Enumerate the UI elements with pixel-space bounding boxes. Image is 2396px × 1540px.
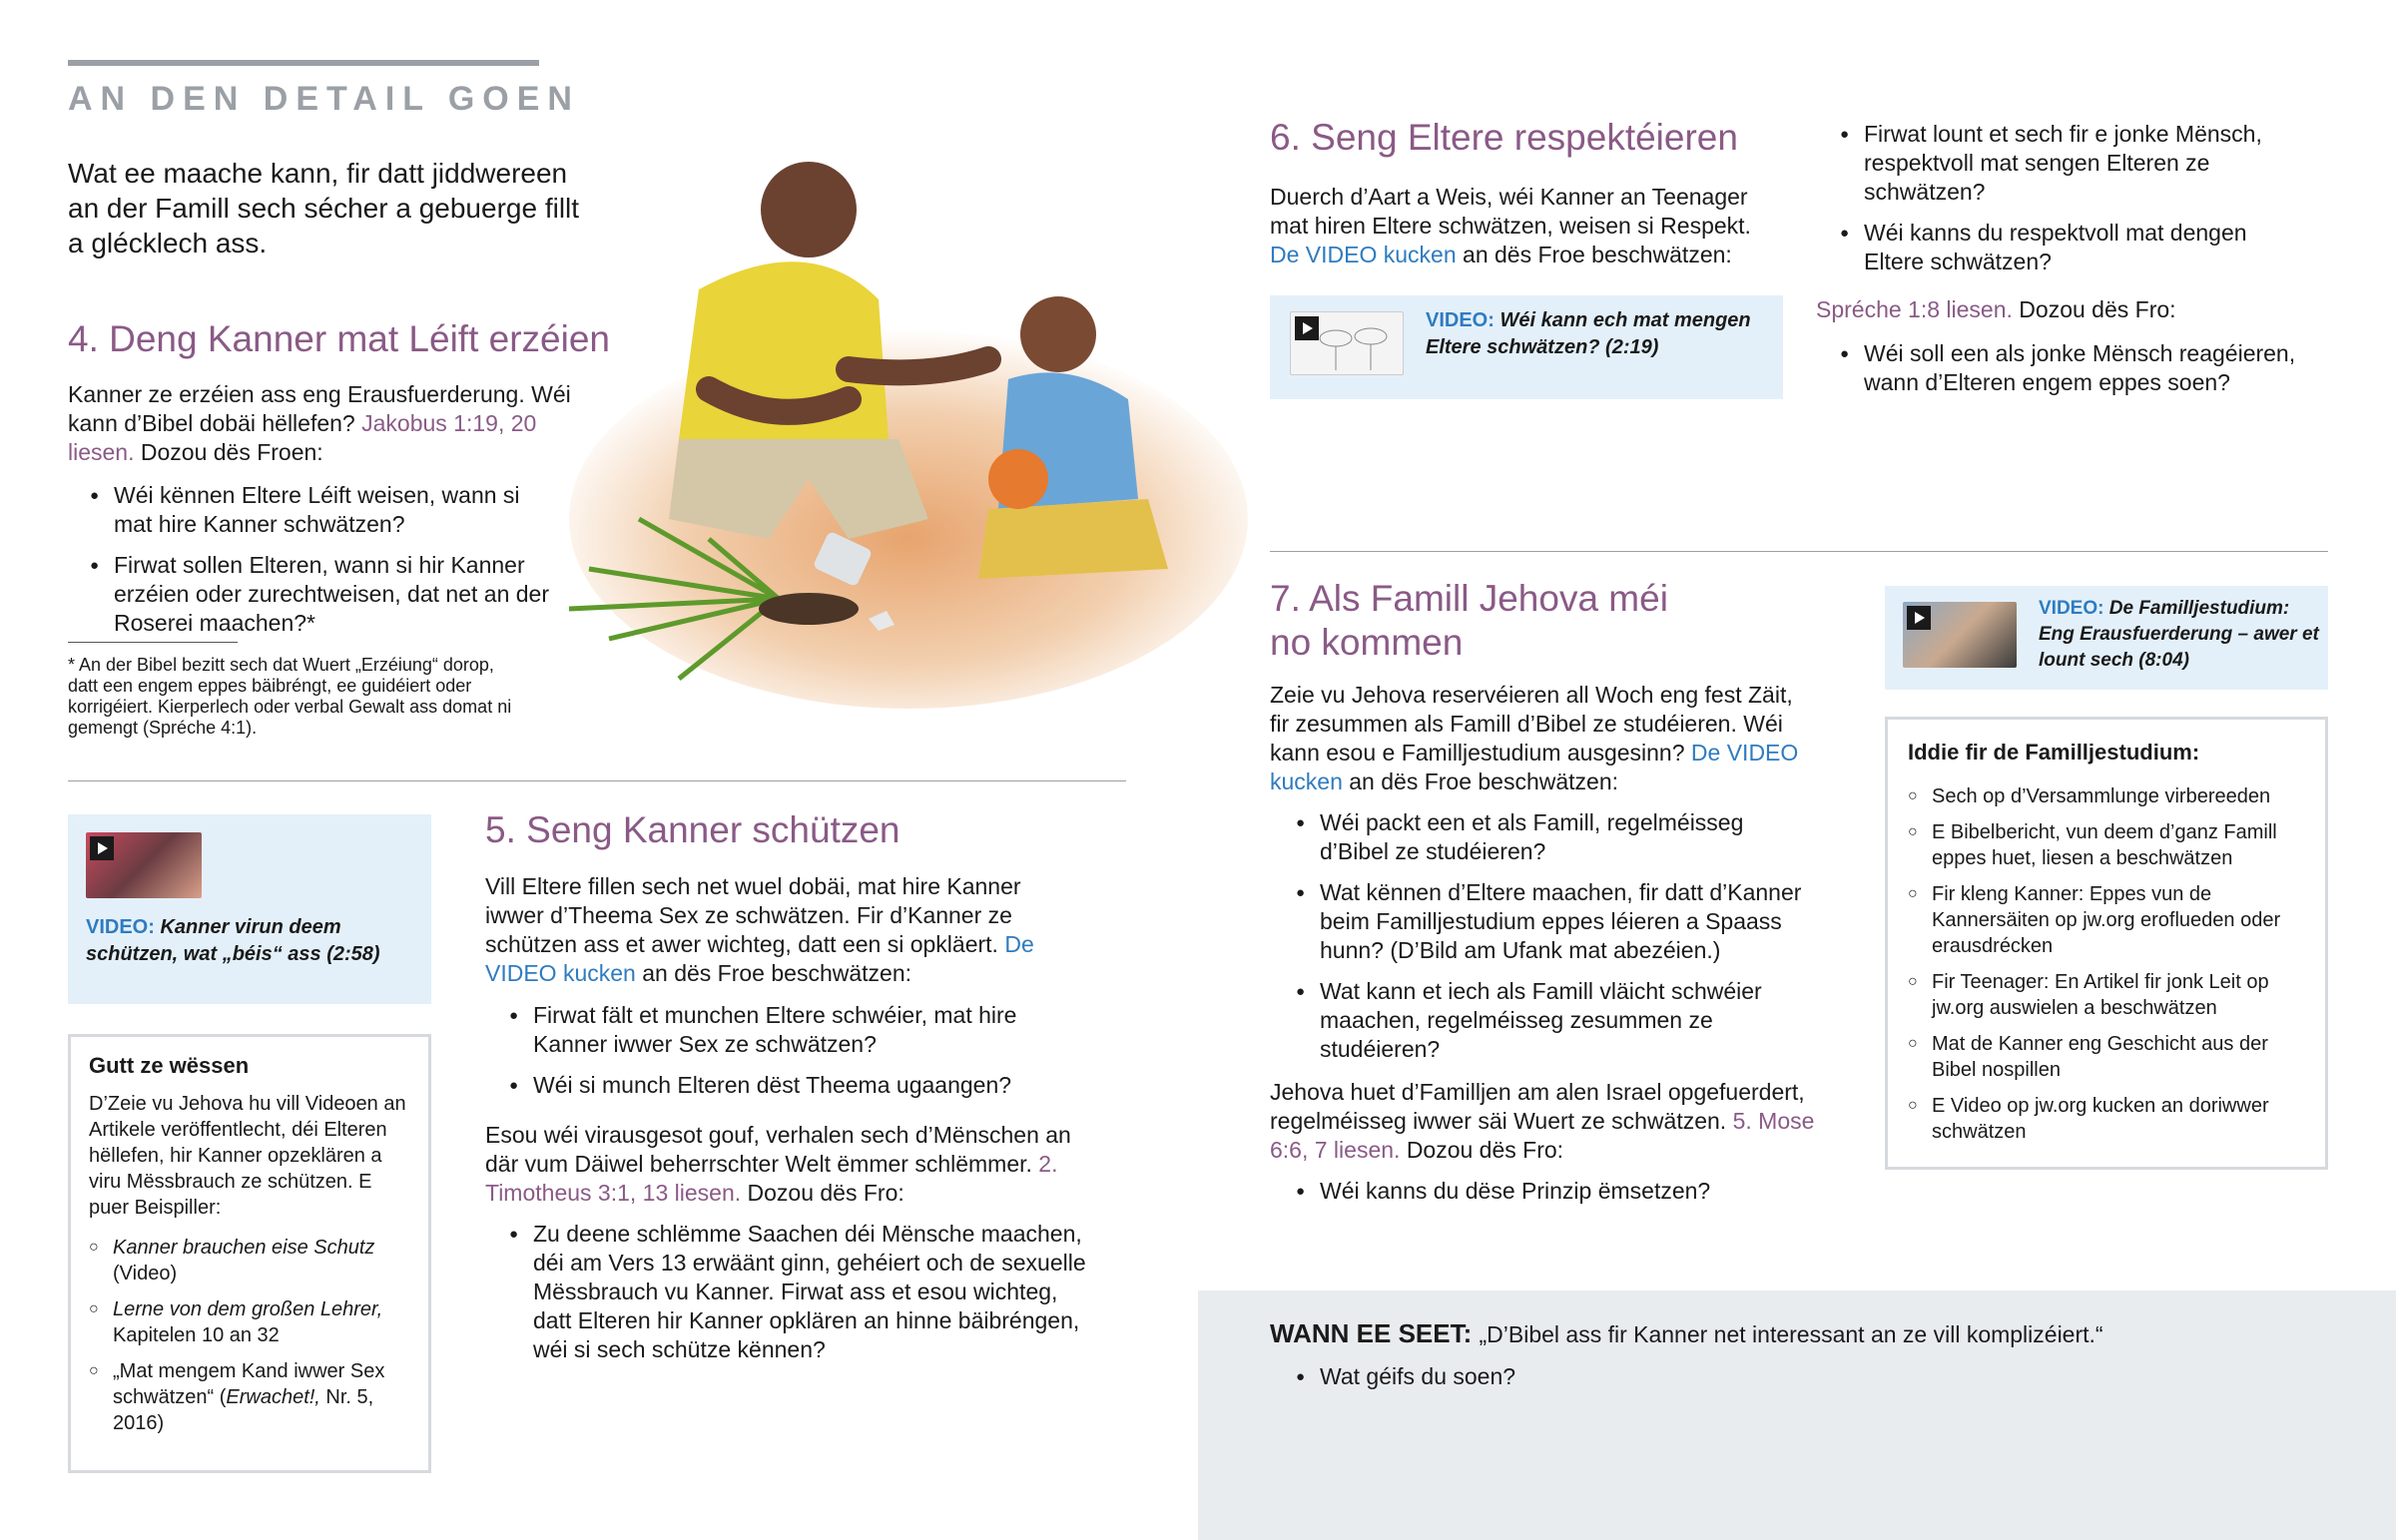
list-item: ● Wéi kënnen Eltere Léift weisen, wann si mat hire Kanner schwätzen?	[90, 481, 549, 539]
box-title: Gutt ze wëssen	[89, 1053, 250, 1078]
list-item: ○ Mat de Kanner eng Geschicht aus der Bibel nospillen	[1908, 1031, 2305, 1083]
footnote-rule	[68, 642, 238, 643]
list-item: ● Wéi soll een als jonke Mënsch reagéieren, wann d’Elteren engem eppes soen?	[1840, 339, 2299, 397]
list-item: ● Wat géifs du soen?	[1296, 1362, 2095, 1391]
video-thumbnail[interactable]	[1903, 602, 2017, 668]
wann-ee-seet-quote: „D’Bibel ass fir Kanner net interessant an ze vill komplizéiert.“	[1479, 1321, 2103, 1347]
list-item: ● Firwat lount et sech fir e jonke Mënsch, respektvoll mat sengen Elteren ze schwätzen?	[1840, 120, 2279, 207]
video-caption: VIDEO: Kanner virun deem schützen, wat „béis“ ass (2:58)	[86, 916, 380, 965]
box-list	[1908, 783, 2305, 1145]
section-6-paragraph: Duerch d’Aart a Weis, wéi Kanner an Teenager mat hiren Eltere schwätzen, weisen si Respekt. De VIDEO kucken an dës Froe beschwätzen:	[1270, 184, 1751, 267]
list-item: ○ E Bibelbericht, vun deem d’ganz Famill eppes huet, liesen a beschwätzen	[1908, 819, 2305, 871]
list-item: ○ E Video op jw.org kucken an doriwwer schwätzen	[1908, 1093, 2305, 1145]
section-6-questions-2	[1840, 339, 2299, 409]
eyebrow-bar	[68, 60, 539, 66]
section-4-paragraph: Kanner ze erzéien ass eng Erausfuerderung. Wéi kann d’Bibel dobäi hëllefen? Jakobus 1:19, 20 liesen. Dozou dës Froen:	[68, 381, 571, 465]
list-item: ● Wat kann et iech als Famill vläicht schwéier maachen, regelméisseg zesummen ze studéieren?	[1296, 977, 1815, 1064]
list-item: ● Firwat fält et munchen Eltere schwéier, mat hire Kanner iwwer Sex ze schwätzen?	[509, 1001, 1068, 1059]
list-item: ● Zu deene schlëmme Saachen déi Mënsche maachen, déi am Vers 13 erwäänt ginn, gehéiert och de sexuelle Mëssbrauch vu Kanner. Firwat ass et esou wichteg, datt Elteren hir Kanner opklären an hinne bäibréngen, wéi si sech schütze kënnen?	[509, 1220, 1093, 1364]
section-6-questions-1	[1840, 120, 2279, 288]
section-7-title: 7. Als Famill Jehova méi no kommen	[1270, 578, 1668, 664]
wann-ee-seet-panel	[1198, 1290, 2396, 1540]
box-list	[89, 1235, 410, 1436]
intro-text: Wat ee maache kann, fir datt jiddwereen an der Famill sech sécher a gebuerge fillt a glécklech ass.	[68, 158, 580, 258]
list-item: ● Wéi si munch Elteren dëst Theema ugaangen?	[509, 1071, 1068, 1100]
section-5-questions-2	[509, 1220, 1093, 1376]
video-thumbnail[interactable]	[86, 832, 202, 898]
video-thumbnail[interactable]	[1290, 311, 1404, 375]
scripture-ref-spreche[interactable]: Spréche 1:8 liesen.	[1816, 296, 2013, 322]
divider-left	[68, 780, 1126, 781]
section-7-paragraph-2: Jehova huet d’Familljen am alen Israel opgefuerdert, regelméisseg iwwer säi Wuert ze schwätzen. 5. Mose 6:6, 7 liesen. Dozou dës Fro:	[1270, 1079, 1815, 1163]
list-item: ● Firwat sollen Elteren, wann si hir Kanner erzéien oder zurechtweisen, dat net an der Roserei maachen?*	[90, 551, 549, 638]
wann-ee-seet-line	[1270, 1316, 2368, 1351]
list-item: ● Wéi packt een et als Famill, regelméisseg d’Bibel ze studéieren?	[1296, 808, 1815, 866]
divider-right	[1270, 551, 2328, 552]
list-item: ● Wéi kanns du respektvoll mat dengen Eltere schwätzen?	[1840, 219, 2279, 276]
scripture-ref-mose[interactable]: 5. Mose 6:6, 7 liesen.	[1270, 1108, 1815, 1163]
section-5-paragraph-1: Vill Eltere fillen sech net wuel dobäi, mat hire Kanner iwwer d’Theema Sex ze schwätzen. Fir d’Kanner ze schützen ass et awer wichteg, datt een si opkläert. De VIDEO kucken an dës Froe beschwätzen:	[485, 873, 1034, 986]
video-card-kanner-schuetzen[interactable]	[68, 814, 431, 1004]
gutt-ze-wessen-box	[68, 1034, 431, 1473]
video-link[interactable]: De VIDEO kucken	[1270, 242, 1457, 267]
section-7-paragraph-1: Zeie vu Jehova reservéieren all Woch eng fest Zäit, fir zesummen als Famill d’Bibel ze studéieren. Wéi kann esou e Familljestudium ausgesinn? De VIDEO kucken an dës Froe beschwätzen:	[1270, 682, 1799, 794]
section-7-questions-1	[1296, 808, 1815, 1076]
sketch-icon	[1291, 312, 1404, 375]
section-7-questions-2	[1296, 1177, 1815, 1218]
video-link[interactable]: De VIDEO kucken	[485, 931, 1034, 986]
list-item: ○ Kanner brauchen eise Schutz (Video)	[89, 1235, 410, 1286]
section-4-questions	[90, 481, 549, 650]
video-caption: VIDEO: Wéi kann ech mat mengen Eltere schwätzen? (2:19)	[1426, 309, 1751, 358]
video-caption: VIDEO: De Familljestudium: Eng Erausfuerderung – awer et lount sech (8:04)	[2039, 598, 2319, 671]
list-item: ● Wat kënnen d’Eltere maachen, fir datt d’Kanner beim Familljestudium eppes léieren a Spaass hunn? (D’Bild am Ufank mat abezéien.)	[1296, 878, 1815, 965]
section-5-title: 5. Seng Kanner schützen	[485, 809, 900, 850]
list-item: ○ „Mat mengem Kand iwwer Sex schwätzen“ (Erwachet!, Nr. 5, 2016)	[89, 1358, 410, 1436]
list-item: ○ Lerne von dem großen Lehrer, Kapitelen 10 an 32	[89, 1296, 410, 1348]
eyebrow-title: AN DEN DETAIL GOEN	[68, 80, 580, 118]
illustration-father-son	[549, 140, 1248, 709]
list-item: ○ Sech op d’Versammlunge virbereeden	[1908, 783, 2305, 809]
section-6-title: 6. Seng Eltere respektéieren	[1270, 117, 1738, 158]
iddie-box	[1885, 717, 2328, 1170]
wann-ee-seet-questions	[1296, 1362, 2095, 1403]
section-5-questions-1	[509, 1001, 1068, 1112]
box-text: D’Zeie vu Jehova hu vill Videoen an Artikele veröffentlecht, déi Elteren hëllefen, hir Kanner opzeklären a viru Mëssbrauch ze schützen. E puer Beispiller:	[89, 1093, 406, 1219]
list-item: ○ Fir Teenager: En Artikel fir jonk Leit op jw.org auswielen a beschwätzen	[1908, 969, 2305, 1021]
list-item: ● Wéi kanns du dëse Prinzip ëmsetzen?	[1296, 1177, 1815, 1206]
list-item: ○ Fir kleng Kanner: Eppes vun de Kannersäiten op jw.org eroflueden oder erausdrécken	[1908, 881, 2305, 959]
video-link[interactable]: De VIDEO kucken	[1270, 740, 1799, 794]
play-icon[interactable]	[1907, 606, 1931, 630]
scripture-ref-timotheus[interactable]: 2. Timotheus 3:1, 13 liesen.	[485, 1151, 1058, 1206]
footnote: * An der Bibel bezitt sech dat Wuert „Erzéiung“ dorop, datt een engem eppes bäibréngt, ee guidéiert oder korrigéiert. Kierperlech oder verbal Gewalt ass domat ni gemengt (Spréche 4:1).	[68, 655, 512, 738]
section-5-paragraph-2: Esou wéi virausgesot gouf, verhalen sech d’Mënschen an där vum Däiwel beherrschter Welt ëmmer schlëmmer. 2. Timotheus 3:1, 13 liesen. Dozou dës Fro:	[485, 1122, 1071, 1206]
section-4-title: 4. Deng Kanner mat Léift erzéien	[68, 318, 610, 359]
play-icon[interactable]	[90, 836, 114, 860]
illustration-svg	[549, 140, 1248, 709]
section-6-scripture: Spréche 1:8 liesen. Dozou dës Fro:	[1816, 296, 2176, 322]
scripture-ref-jakobus[interactable]: Jakobus 1:19, 20 liesen.	[68, 410, 537, 465]
video-card-familljestudium[interactable]	[1885, 586, 2328, 690]
video-card-eltere-schwaetzen[interactable]	[1270, 295, 1783, 399]
box-title: Iddie fir de Familljestudium:	[1908, 740, 2200, 765]
wann-ee-seet-label: WANN EE SEET:	[1270, 1318, 1473, 1348]
